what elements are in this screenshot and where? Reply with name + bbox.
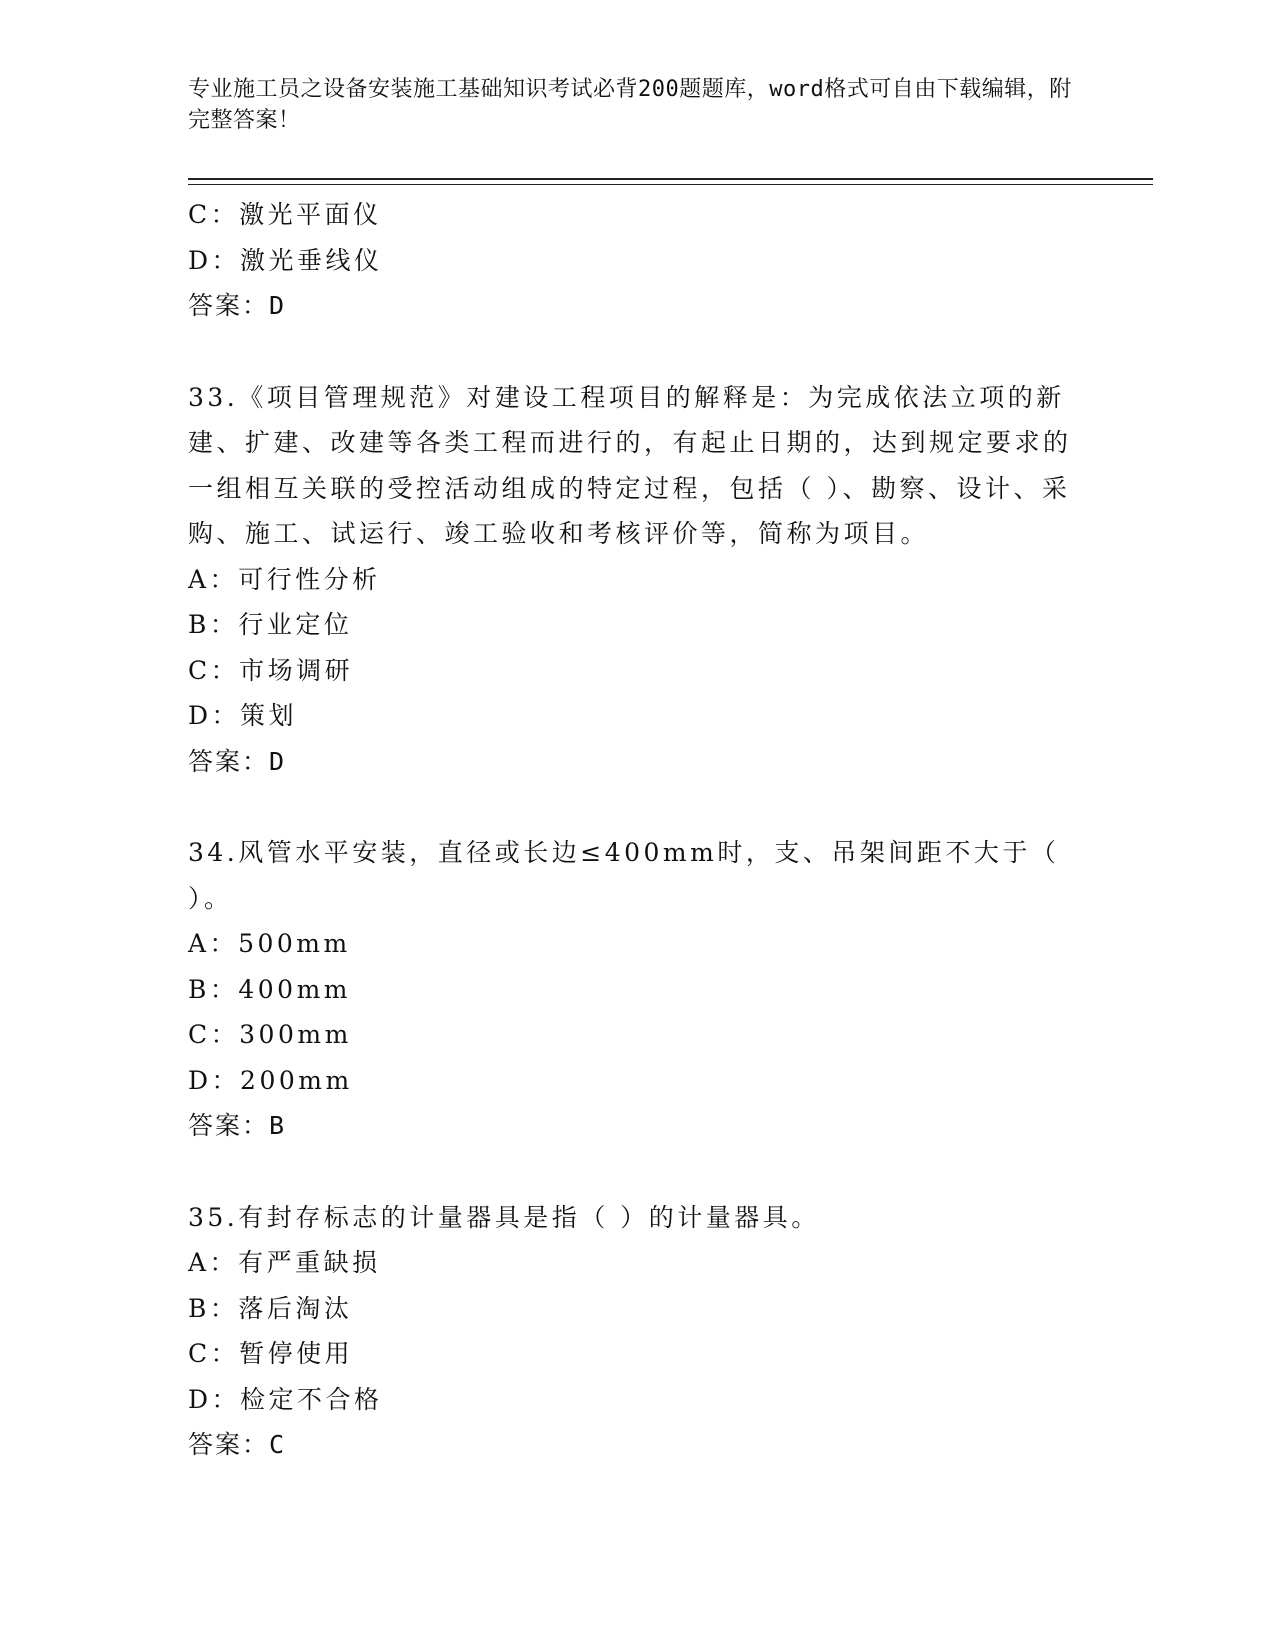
option-c: C：暂停使用 (188, 1339, 354, 1368)
question-33 (188, 375, 1088, 785)
document-header: 专业施工员之设备安装施工基础知识考试必背200题题库，word格式可自由下载编辑，附完整答案！ (188, 77, 1072, 133)
header-rule-thick (188, 178, 1153, 180)
answer-line: 答案：D (188, 291, 287, 320)
partial-question (188, 192, 1088, 329)
question-stem: 35.有封存标志的计量器具是指（ ）的计量器具。 (188, 1202, 820, 1232)
option-a: A：可行性分析 (188, 564, 381, 594)
option-a: A：500mm (188, 929, 351, 958)
option-b: B：行业定位 (188, 610, 353, 639)
option-c: C：市场调研 (188, 655, 354, 685)
question-34 (188, 830, 1088, 1149)
answer-line: 答案：C (188, 1430, 287, 1459)
answer-line: 答案：B (188, 1111, 287, 1140)
option-a: A：有严重缺损 (188, 1248, 381, 1277)
option-d: D：激光垂线仪 (188, 245, 383, 275)
option-c: C：300mm (188, 1020, 352, 1049)
question-content (188, 192, 1088, 1468)
option-b: B：落后淘汰 (188, 1293, 353, 1323)
header-rule-thin (188, 184, 1153, 185)
answer-line: 答案：D (188, 746, 287, 776)
option-b: B：400mm (188, 974, 352, 1004)
option-d: D：策划 (188, 701, 298, 730)
option-c: C：激光平面仪 (188, 200, 382, 229)
question-35 (188, 1195, 1088, 1468)
option-d: D：200mm (188, 1065, 353, 1095)
option-d: D：检定不合格 (188, 1384, 383, 1414)
question-stem: 33.《项目管理规范》对建设工程项目的解释是：为完成依法立项的新建、扩建、改建等各类工程而进行的，有起止日期的，达到规定要求的一组相互关联的受控活动组成的特定过程，包括（ ）、勘察、设计、采购、施工、试运行、竣工验收和考核评价等，简称为项目。 (188, 382, 1072, 548)
question-stem: 34.风管水平安装，直径或长边≤400mm时，支、吊架间距不大于（ ）。 (188, 838, 1060, 913)
